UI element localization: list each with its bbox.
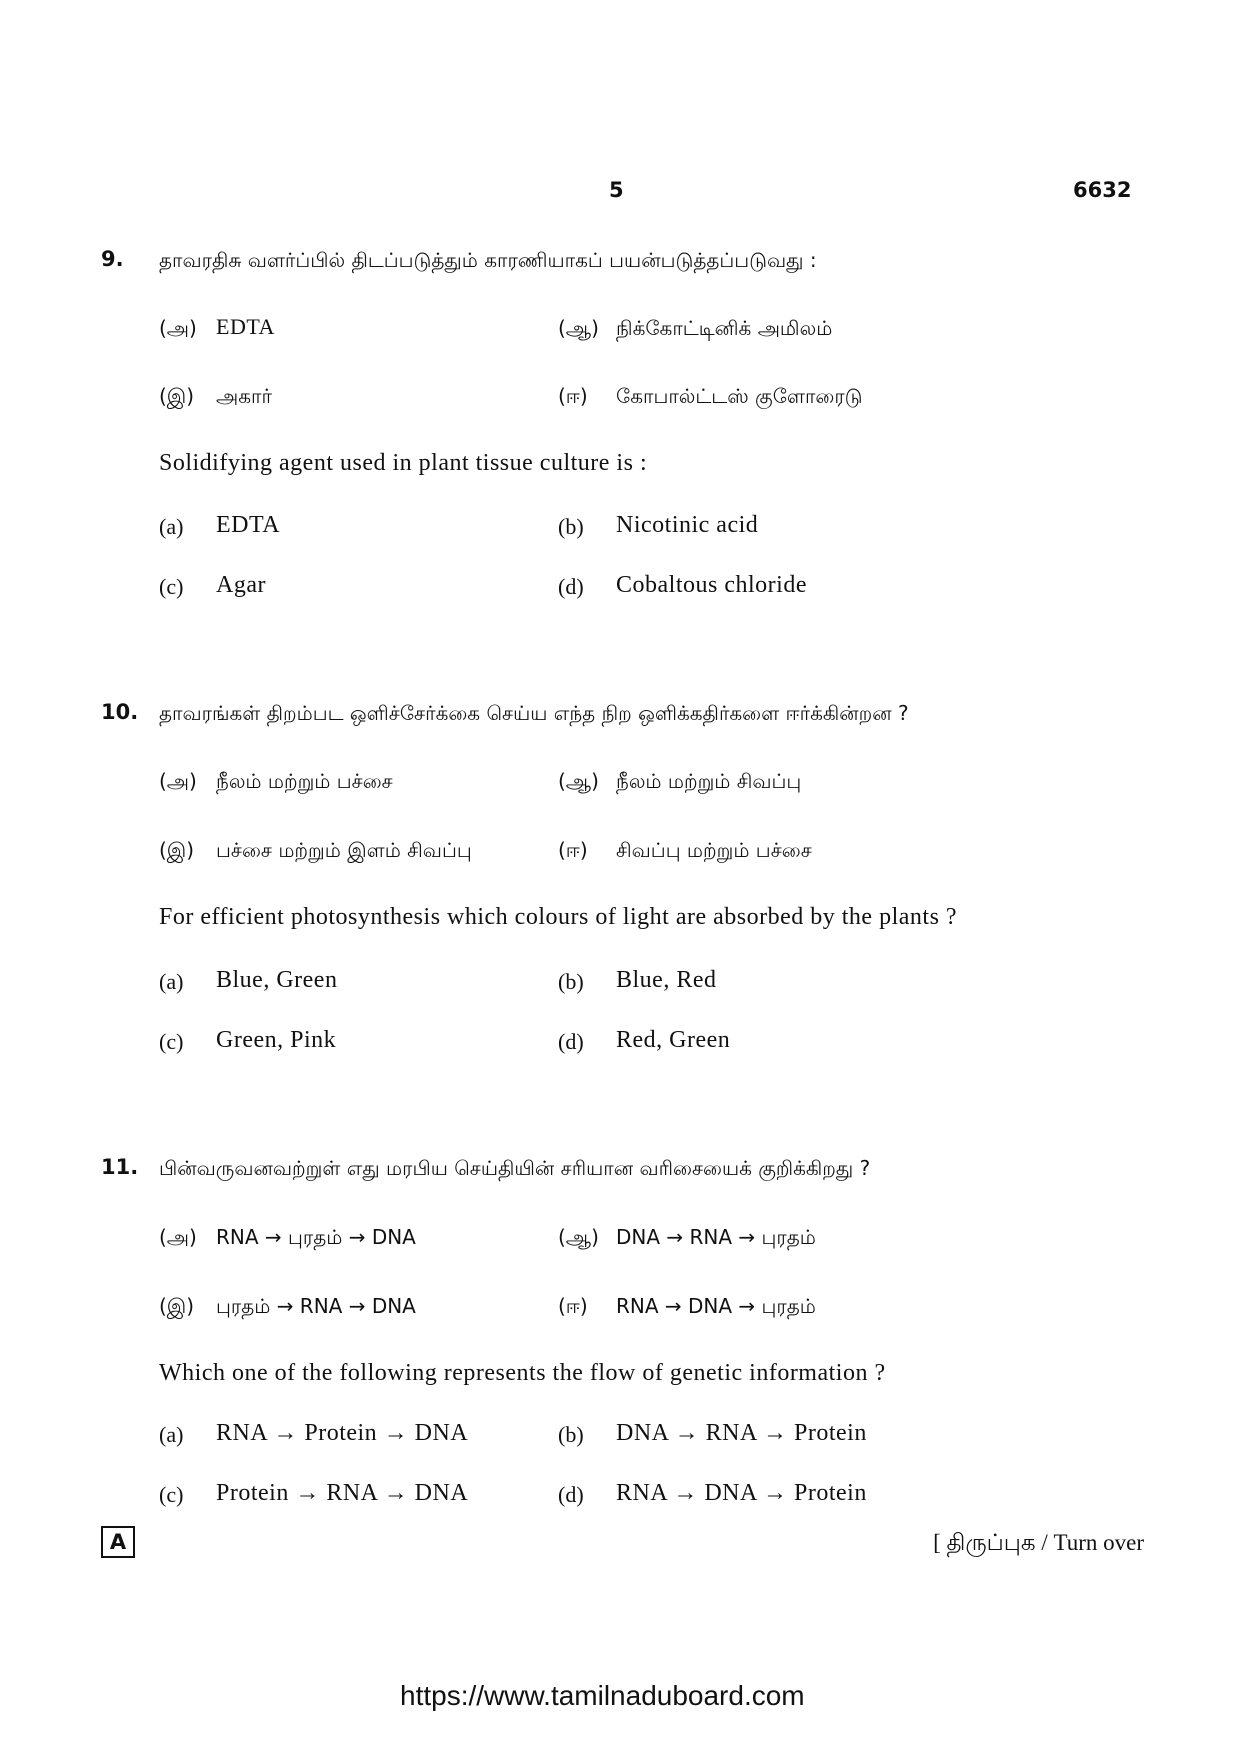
english-option-text: Red, Green [616, 1027, 731, 1053]
question-number: 10. [101, 700, 139, 724]
english-question-text: Which one of the following represents the flow of genetic information ? [159, 1360, 886, 1386]
english-option-text: DNA → RNA → Protein [616, 1420, 867, 1446]
english-option-text: Protein → RNA → DNA [216, 1480, 469, 1506]
english-option-label: (d) [558, 1029, 584, 1054]
tamil-option-text: நிக்கோட்டினிக் அமிலம் [616, 316, 833, 340]
tamil-option-label: (அ) [159, 769, 197, 793]
tamil-option-label: (இ) [159, 384, 195, 408]
english-option-label: (a) [159, 969, 184, 994]
english-option-text: Blue, Green [216, 967, 338, 993]
english-option-label: (c) [159, 1482, 184, 1507]
tamil-option-label: (இ) [159, 838, 195, 862]
tamil-option-text: சிவப்பு மற்றும் பச்சை [616, 838, 812, 862]
tamil-question-text: தாவரதிசு வளர்ப்பில் திடப்படுத்தும் காரணியாகப் பயன்படுத்தப்படுவது : [159, 248, 817, 272]
english-option-text: RNA → Protein → DNA [216, 1420, 469, 1446]
english-option-text: EDTA [216, 512, 281, 538]
page-number: 5 [609, 178, 624, 202]
english-option-label: (a) [159, 1422, 184, 1447]
english-question-text: For efficient photosynthesis which colours of light are absorbed by the plants ? [159, 904, 958, 930]
english-option-label: (d) [558, 1482, 584, 1507]
tamil-option-text: நீலம் மற்றும் பச்சை [216, 769, 393, 793]
tamil-option-text: RNA → புரதம் → DNA [216, 1225, 416, 1249]
tamil-option-label: (ஈ) [558, 1294, 588, 1318]
question-number: 9. [101, 247, 124, 271]
english-option-text: Cobaltous chloride [616, 572, 807, 598]
tamil-option-text: கோபால்ட்டஸ் குளோரைடு [616, 384, 863, 408]
tamil-option-label: (இ) [159, 1294, 195, 1318]
tamil-option-label: (அ) [159, 316, 197, 340]
tamil-option-label: (ஈ) [558, 838, 588, 862]
tamil-option-text: நீலம் மற்றும் சிவப்பு [616, 769, 802, 793]
english-option-label: (a) [159, 514, 184, 539]
english-option-label: (c) [159, 1029, 184, 1054]
tamil-option-text: பச்சை மற்றும் இளம் சிவப்பு [216, 838, 472, 862]
english-question-text: Solidifying agent used in plant tissue culture is : [159, 450, 648, 476]
english-option-label: (b) [558, 969, 584, 994]
english-option-text: Green, Pink [216, 1027, 337, 1053]
tamil-option-label: (ஆ) [558, 316, 599, 340]
question-number: 11. [101, 1155, 139, 1179]
tamil-option-label: (அ) [159, 1225, 197, 1249]
english-option-label: (c) [159, 574, 184, 599]
tamil-option-label: (ஆ) [558, 769, 599, 793]
english-option-text: Blue, Red [616, 967, 717, 993]
series-box: A [101, 1526, 135, 1558]
english-option-label: (b) [558, 1422, 584, 1447]
english-option-text: RNA → DNA → Protein [616, 1480, 867, 1506]
tamil-option-label: (ஈ) [558, 384, 588, 408]
source-url[interactable]: https://www.tamilnaduboard.com [400, 1680, 805, 1711]
tamil-option-text: EDTA [216, 314, 275, 339]
tamil-option-label: (ஆ) [558, 1225, 599, 1249]
turn-over-text: [ திருப்புக / Turn over [933, 1530, 1144, 1555]
tamil-option-text: புரதம் → RNA → DNA [216, 1294, 416, 1318]
paper-code: 6632 [1073, 178, 1132, 202]
tamil-option-text: RNA → DNA → புரதம் [616, 1294, 816, 1318]
tamil-option-text: DNA → RNA → புரதம் [616, 1225, 816, 1249]
tamil-question-text: தாவரங்கள் திறம்பட ஒளிச்சேர்க்கை செய்ய எந்த நிற ஒளிக்கதிர்களை ஈர்க்கின்றன ? [159, 701, 909, 725]
english-option-text: Agar [216, 572, 266, 598]
tamil-question-text: பின்வருவனவற்றுள் எது மரபிய செய்தியின் சரியான வரிசையைக் குறிக்கிறது ? [159, 1156, 871, 1180]
english-option-label: (d) [558, 574, 584, 599]
tamil-option-text: அகார் [216, 384, 272, 408]
english-option-label: (b) [558, 514, 584, 539]
english-option-text: Nicotinic acid [616, 512, 759, 538]
